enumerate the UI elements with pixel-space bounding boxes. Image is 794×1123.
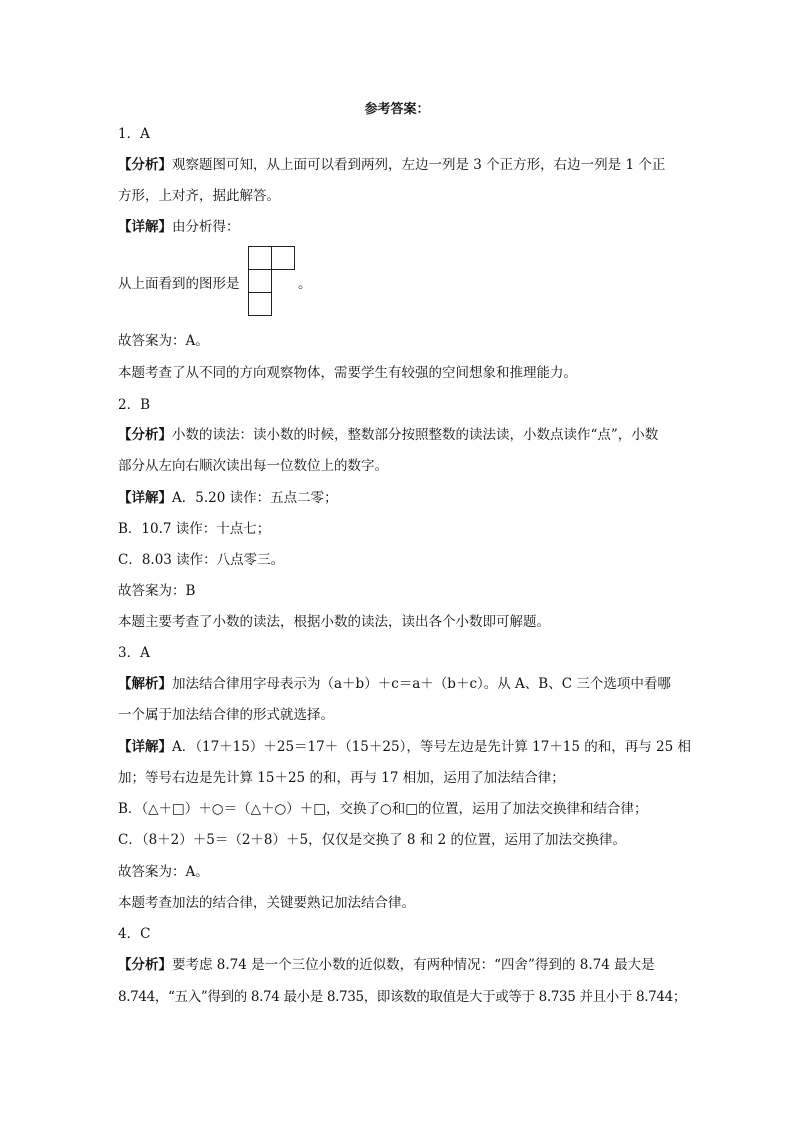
q2-summary: 本题主要考查了小数的读法，根据小数的读法，读出各个小数即可解题。 [118, 614, 550, 630]
detail-tag: 【详解】 [118, 739, 172, 755]
q1-summary: 本题考查了从不同的方向观察物体，需要学生有较强的空间想象和推理能力。 [118, 365, 577, 381]
q3-analysis-line-1: 【解析】加法结合律用字母表示为（a＋b）＋c＝a＋（b＋c）。从 A、B、C 三个选项中看哪 [118, 676, 671, 692]
detail-tag: 【详解】 [118, 490, 172, 506]
q3-answer: 故答案为：A。 [118, 864, 209, 880]
q2-answer: 故答案为：B [118, 583, 196, 599]
q3-number: 3．A [118, 645, 150, 661]
q2-analysis-line-2: 部分从左向右顺次读出每一位数位上的数字。 [118, 458, 388, 474]
q3-summary: 本题考查加法的结合律，关键要熟记加法结合律。 [118, 895, 415, 911]
q2-detail-b: B．10.7 读作：十点七； [118, 521, 271, 537]
q1-figure-row [118, 246, 418, 322]
grid-square [248, 246, 272, 270]
analysis-tag: 【分析】 [118, 957, 172, 973]
figure-lead-text: 从上面看到的图形是 [118, 276, 240, 292]
grid-square [248, 292, 272, 316]
q4-analysis-line-2: 8.744，“五入”得到的 8.74 最小是 8.735，即该数的取值是大于或等于 8.735 并且小于 8.744； [118, 989, 687, 1005]
q1-analysis-line-1: 【分析】观察题图可知，从上面可以看到两列，左边一列是 3 个正方形，右边一列是 1 个正 [118, 157, 666, 173]
q3-detail-b: B．（△＋□）＋○＝（△＋○）＋□，交换了○和□的位置，运用了加法交换律和结合律； [118, 801, 648, 817]
q1-answer: 故答案为：A。 [118, 333, 209, 349]
analysis-tag: 【分析】 [118, 157, 172, 173]
q2-detail-c: C．8.03 读作：八点零三。 [118, 552, 285, 568]
q4-number: 4．C [118, 926, 151, 942]
q4-analysis-line-1: 【分析】要考虑 8.74 是一个三位小数的近似数，有两种情况：“四舍”得到的 8.74 最大是 [118, 957, 655, 973]
q2-number: 2．B [118, 397, 151, 413]
analysis-tag: 【解析】 [118, 676, 172, 692]
grid-square [271, 246, 295, 270]
detail-tag: 【详解】 [118, 219, 172, 235]
q1-detail: 【详解】由分析得： [118, 219, 240, 235]
grid-square [248, 269, 272, 293]
analysis-tag: 【分析】 [118, 427, 172, 443]
q3-detail-c: C．（8＋2）＋5＝（2＋8）＋5，仅仅是交换了 8 和 2 的位置，运用了加法交换律。 [118, 832, 626, 848]
q2-detail-a: 【详解】A．5.20 读作：五点二零； [118, 490, 338, 506]
figure-tail-text: 。 [298, 276, 312, 292]
q3-detail-a-line-2: 加；等号右边是先计算 15＋25 的和，再与 17 相加，运用了加法结合律； [118, 770, 565, 786]
top-view-grid-figure [248, 246, 298, 319]
q1-analysis-line-2: 方形，上对齐，据此解答。 [118, 188, 280, 204]
q1-number: 1．A [118, 126, 150, 142]
q3-analysis-line-2: 一个属于加法结合律的形式就选择。 [118, 707, 334, 723]
q2-analysis-line-1: 【分析】小数的读法：读小数的时候，整数部分按照整数的读法读，小数点读作“点”，小数 [118, 427, 659, 443]
q3-detail-a-line-1: 【详解】A．（17＋15）＋25＝17＋（15＋25），等号左边是先计算 17＋15 的和，再与 25 相 [118, 739, 692, 755]
page-title: 参考答案： [364, 102, 430, 117]
